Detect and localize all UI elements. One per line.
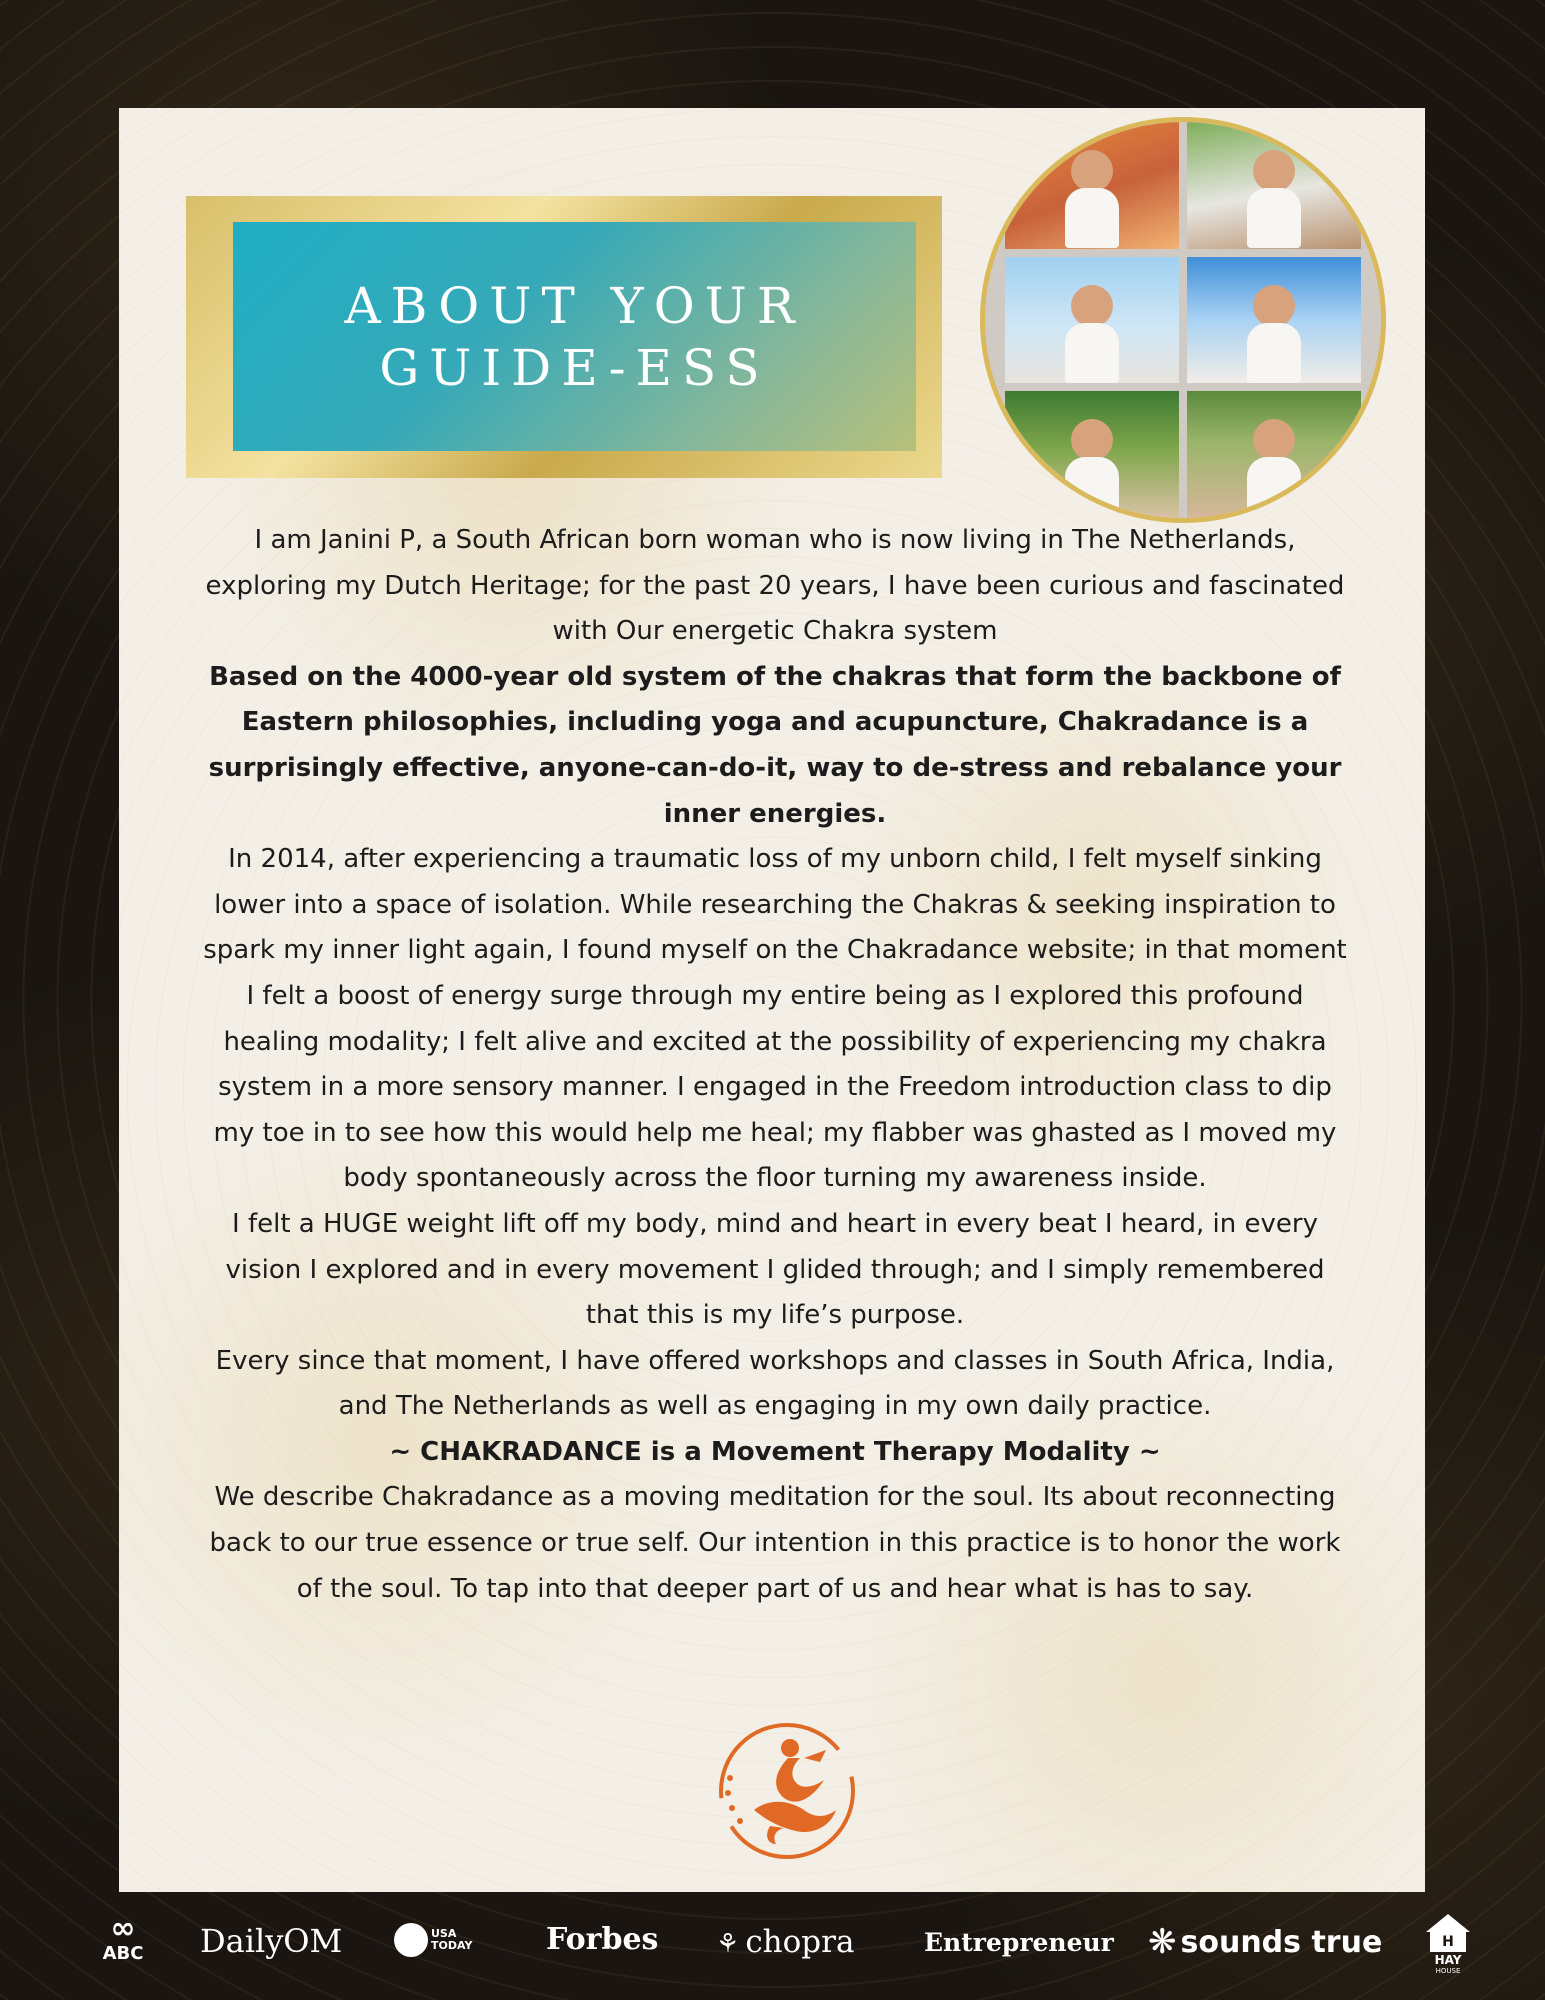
photo-collage bbox=[980, 117, 1386, 523]
usa-today-logo: USA TODAY bbox=[394, 1923, 472, 1957]
title-banner bbox=[186, 196, 942, 478]
sounds-true-wings-icon: ❋ bbox=[1148, 1922, 1177, 1962]
hay-house-roof-icon bbox=[1426, 1914, 1470, 1932]
bio-tagline: ~ CHAKRADANCE is a Movement Therapy Modality ~ bbox=[389, 1436, 1161, 1467]
featured-in-bar bbox=[0, 1892, 1545, 2000]
bio-paragraph-meditation: We describe Chakradance as a moving meditation for the soul. Its about reconnecting back to our true essence or true self. Our intention in this practice is to honor the work of the soul. To tap into that deeper part of us and hear what is has to say. bbox=[209, 1482, 1341, 1604]
bio-paragraph-chakra-system: Based on the 4000-year old system of the chakras that form the backbone of Eastern philosophies, including yoga and acupuncture, Chakradance is a surprisingly effective, anyone-can-do-it, way to de-stress and rebalance your inner energies. bbox=[208, 661, 1342, 829]
chakradance-logo-icon bbox=[714, 1718, 860, 1864]
bio-paragraph-purpose: I felt a HUGE weight lift off my body, mind and heart in every beat I heard, in every vision I explored and in every movement I glided through; and I simply remembered that this is my life’s purpose. bbox=[225, 1208, 1325, 1331]
sounds-true-logo: ❋ sounds true bbox=[1148, 1922, 1383, 1962]
photo-dancer-4 bbox=[1187, 257, 1361, 384]
photo-dancer-1 bbox=[1005, 122, 1179, 249]
usa-today-dot-icon bbox=[394, 1923, 428, 1957]
abc-logo: ∞ ABC bbox=[98, 1914, 148, 1964]
photo-dancer-3 bbox=[1005, 257, 1179, 384]
bio-paragraph-intro: I am Janini P, a South African born woman who is now living in The Netherlands, exploring my Dutch Heritage; for the past 20 years, I have been curious and fascinated with Our energetic Chakra system bbox=[205, 525, 1345, 647]
forbes-logo: Forbes bbox=[546, 1922, 659, 1957]
chopra-lotus-icon: ⚘ bbox=[716, 1929, 740, 1959]
photo-dancer-5 bbox=[1005, 391, 1179, 518]
hay-house-logo: H HAY HOUSE bbox=[1424, 1914, 1472, 1975]
photo-dancer-6 bbox=[1187, 391, 1361, 518]
chopra-logo: ⚘ chopra bbox=[716, 1924, 855, 1960]
photo-dancer-2 bbox=[1187, 122, 1361, 249]
dailyom-logo: DailyOM bbox=[200, 1922, 343, 1960]
page-title-line-2: GUIDE-ESS bbox=[379, 338, 770, 397]
entrepreneur-logo: Entrepreneur bbox=[924, 1928, 1114, 1957]
title-panel bbox=[233, 222, 916, 451]
bio-text bbox=[200, 518, 1350, 1612]
bio-paragraph-story: In 2014, after experiencing a traumatic loss of my unborn child, I felt myself sinking lower into a space of isolation. While researching the Chakras & seeking inspiration to spark my inner light again, I found myself on the Chakradance website; in that moment I felt a boost of energy surge through my entire being as I explored this profound healing modality; I felt alive and excited at the possibility of experiencing my chakra system in a more sensory manner. I engaged in the Freedom introduction class to dip my toe in to see how this would help me heal; my flabber was ghasted as I moved my body spontaneously across the floor turning my awareness inside. bbox=[203, 844, 1347, 1194]
page-title-line-1: ABOUT YOUR bbox=[344, 276, 805, 335]
abc-icon: ∞ bbox=[110, 1911, 136, 1946]
bio-paragraph-practice: Every since that moment, I have offered workshops and classes in South Africa, India, and The Netherlands as well as engaging in my own daily practice. bbox=[215, 1345, 1335, 1422]
